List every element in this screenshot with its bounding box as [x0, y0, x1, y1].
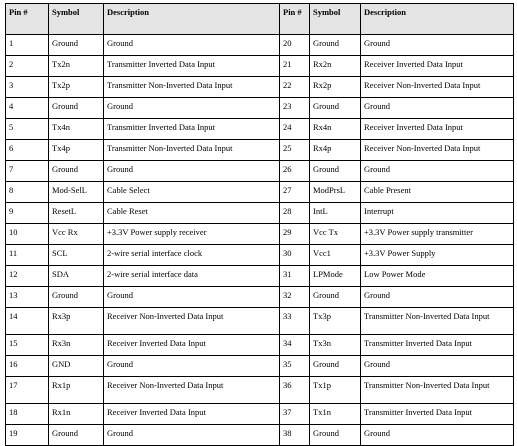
pin-symbol: Rx4p	[310, 140, 361, 161]
pin-symbol: Tx4p	[49, 140, 104, 161]
header-symbol-left: Symbol	[49, 4, 104, 35]
pin-symbol: Rx2n	[310, 56, 361, 77]
pin-description: Ground	[104, 161, 280, 182]
table-row	[6, 377, 514, 404]
pin-assignment-table	[5, 3, 514, 446]
pin-number: 27	[280, 182, 310, 203]
pin-description: Ground	[361, 287, 514, 308]
pin-number: 10	[6, 224, 49, 245]
pin-description: Receiver Inverted Data Input	[361, 119, 514, 140]
pin-number: 13	[6, 287, 49, 308]
pin-description: Transmitter Non-Inverted Data Input	[104, 140, 280, 161]
pin-description: Ground	[361, 161, 514, 182]
header-symbol-right: Symbol	[310, 4, 361, 35]
table-row	[6, 224, 514, 245]
pin-description: Ground	[104, 287, 280, 308]
pin-number: 36	[280, 377, 310, 404]
pin-description: +3.3V Power Supply	[361, 245, 514, 266]
pin-number: 30	[280, 245, 310, 266]
pin-description: Cable Reset	[104, 203, 280, 224]
pin-symbol: Rx3n	[49, 335, 104, 356]
pin-description: Receiver Non-Inverted Data Input	[361, 77, 514, 98]
pin-symbol: ModPrsL	[310, 182, 361, 203]
pin-description: Transmitter Inverted Data Input	[104, 56, 280, 77]
pin-description: Ground	[104, 35, 280, 56]
table-row	[6, 335, 514, 356]
table-row	[6, 140, 514, 161]
pin-description: Transmitter Non-Inverted Data Input	[361, 377, 514, 404]
pin-description: Receiver Inverted Data Input	[104, 404, 280, 425]
pin-description: +3.3V Power supply receiver	[104, 224, 280, 245]
pin-description: Transmitter Inverted Data Input	[361, 335, 514, 356]
pin-symbol: Rx3p	[49, 308, 104, 335]
pin-number: 1	[6, 35, 49, 56]
table-row	[6, 356, 514, 377]
pin-symbol: Ground	[49, 35, 104, 56]
pin-description: Ground	[104, 356, 280, 377]
pin-number: 25	[280, 140, 310, 161]
pin-number: 22	[280, 77, 310, 98]
pin-symbol: ResetL	[49, 203, 104, 224]
pin-symbol: Tx3p	[310, 308, 361, 335]
pin-number: 28	[280, 203, 310, 224]
pin-symbol: Ground	[49, 98, 104, 119]
pin-symbol: Ground	[310, 161, 361, 182]
pin-number: 16	[6, 356, 49, 377]
pin-description: Ground	[104, 98, 280, 119]
table-row	[6, 182, 514, 203]
pin-number: 35	[280, 356, 310, 377]
pin-symbol: Ground	[49, 287, 104, 308]
pin-number: 19	[6, 425, 49, 446]
pin-symbol: GND	[49, 356, 104, 377]
table-row	[6, 56, 514, 77]
pin-description: Cable Select	[104, 182, 280, 203]
pin-symbol: Tx1n	[310, 404, 361, 425]
pin-symbol: Ground	[310, 356, 361, 377]
pin-number: 3	[6, 77, 49, 98]
pin-description: Transmitter Inverted Data Input	[104, 119, 280, 140]
pin-symbol: Ground	[310, 35, 361, 56]
pin-description: Receiver Inverted Data Input	[361, 56, 514, 77]
table-row	[6, 77, 514, 98]
pin-description: Ground	[361, 35, 514, 56]
pin-symbol: Tx2n	[49, 56, 104, 77]
pin-number: 32	[280, 287, 310, 308]
pin-description: Transmitter Non-Inverted Data Input	[361, 308, 514, 335]
pin-number: 5	[6, 119, 49, 140]
header-pin-right: Pin #	[280, 4, 310, 35]
table-row	[6, 404, 514, 425]
pin-number: 14	[6, 308, 49, 335]
table-row	[6, 119, 514, 140]
pin-description: Receiver Non-Inverted Data Input	[361, 140, 514, 161]
pin-number: 29	[280, 224, 310, 245]
pin-number: 21	[280, 56, 310, 77]
pin-description: Transmitter Inverted Data Input	[361, 404, 514, 425]
table-body	[6, 35, 514, 446]
pin-description: Cable Present	[361, 182, 514, 203]
pin-description: +3.3V Power supply transmitter	[361, 224, 514, 245]
pin-number: 11	[6, 245, 49, 266]
pin-number: 23	[280, 98, 310, 119]
pin-number: 4	[6, 98, 49, 119]
pin-number: 37	[280, 404, 310, 425]
table-header-row	[6, 4, 514, 35]
pin-description: Ground	[361, 356, 514, 377]
header-description-left: Description	[104, 4, 280, 35]
pin-symbol: Ground	[49, 161, 104, 182]
pin-number: 18	[6, 404, 49, 425]
pin-description: Transmitter Non-Inverted Data Input	[104, 77, 280, 98]
pin-description: Ground	[104, 425, 280, 446]
pin-symbol: Tx4n	[49, 119, 104, 140]
pin-symbol: Ground	[310, 287, 361, 308]
table-row	[6, 425, 514, 446]
pin-description: Low Power Mode	[361, 266, 514, 287]
pin-number: 15	[6, 335, 49, 356]
pin-number: 31	[280, 266, 310, 287]
pin-description: Receiver Non-Inverted Data Input	[104, 377, 280, 404]
table-row	[6, 98, 514, 119]
pin-symbol: Ground	[310, 98, 361, 119]
table-row	[6, 245, 514, 266]
table-row	[6, 35, 514, 56]
pin-description: Interrupt	[361, 203, 514, 224]
table-row	[6, 203, 514, 224]
pin-description: Ground	[361, 98, 514, 119]
pin-number: 34	[280, 335, 310, 356]
pin-description: Ground	[361, 425, 514, 446]
pin-symbol: Rx4n	[310, 119, 361, 140]
pin-symbol: Tx1p	[310, 377, 361, 404]
pin-number: 6	[6, 140, 49, 161]
pin-number: 33	[280, 308, 310, 335]
pin-symbol: Ground	[49, 425, 104, 446]
pin-number: 8	[6, 182, 49, 203]
pin-symbol: Ground	[310, 425, 361, 446]
pin-symbol: Vcc Rx	[49, 224, 104, 245]
pin-symbol: Rx1n	[49, 404, 104, 425]
header-pin-left: Pin #	[6, 4, 49, 35]
pin-symbol: Tx2p	[49, 77, 104, 98]
pin-number: 17	[6, 377, 49, 404]
pin-symbol: LPMode	[310, 266, 361, 287]
pin-number: 26	[280, 161, 310, 182]
pin-number: 9	[6, 203, 49, 224]
header-description-right: Description	[361, 4, 514, 35]
pin-description: 2-wire serial interface data	[104, 266, 280, 287]
pin-number: 24	[280, 119, 310, 140]
pin-description: 2-wire serial interface clock	[104, 245, 280, 266]
pin-symbol: Vcc1	[310, 245, 361, 266]
pin-number: 7	[6, 161, 49, 182]
pin-number: 2	[6, 56, 49, 77]
pin-symbol: Vcc Tx	[310, 224, 361, 245]
table-row	[6, 287, 514, 308]
table-row	[6, 161, 514, 182]
pin-number: 20	[280, 35, 310, 56]
pin-number: 38	[280, 425, 310, 446]
table-row	[6, 266, 514, 287]
pin-number: 12	[6, 266, 49, 287]
table-row	[6, 308, 514, 335]
pin-symbol: Rx2p	[310, 77, 361, 98]
pin-description: Receiver Non-Inverted Data Input	[104, 308, 280, 335]
pin-symbol: SCL	[49, 245, 104, 266]
pin-symbol: Rx1p	[49, 377, 104, 404]
pin-symbol: IntL	[310, 203, 361, 224]
pin-symbol: SDA	[49, 266, 104, 287]
pin-symbol: Tx3n	[310, 335, 361, 356]
pin-description: Receiver Inverted Data Input	[104, 335, 280, 356]
pin-symbol: Mod-SelL	[49, 182, 104, 203]
